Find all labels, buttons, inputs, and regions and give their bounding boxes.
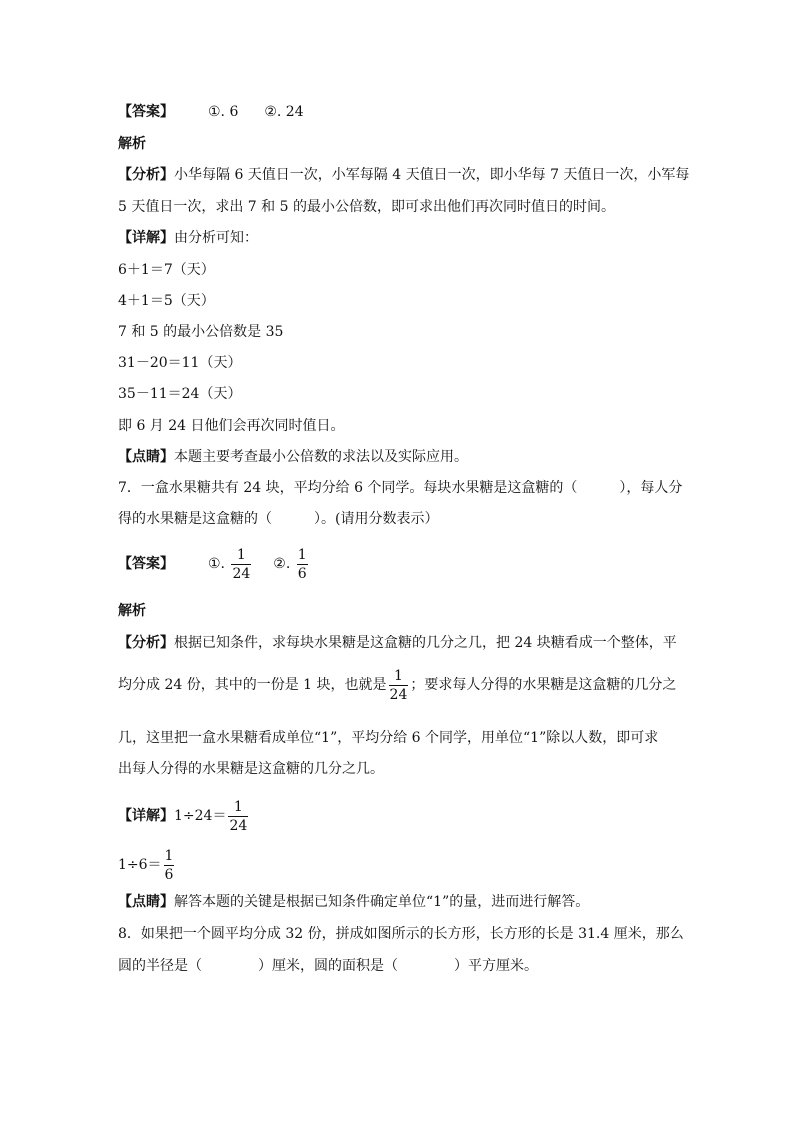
answer-tag: 【答案】 xyxy=(118,556,174,572)
dianjing-text: 本题主要考查最小公倍数的求法以及实际应用。 xyxy=(174,449,468,465)
q6-calc-4: 31－20＝11（天） xyxy=(118,355,242,371)
q7-xiangjie-line1 xyxy=(118,797,250,835)
fenxi-tag: 【分析】 xyxy=(118,167,174,183)
answer-tag: 【答案】 xyxy=(118,104,174,120)
fenxi-text: 小华每隔 6 天值日一次，小军每隔 4 天值日一次，即小华每 7 天值日一次，小军每 xyxy=(174,167,690,183)
xiangjie-text: 由分析可知： xyxy=(174,230,258,246)
answer-1-label: ①. xyxy=(208,556,226,572)
q6-fenxi-line1 xyxy=(118,165,689,185)
fraction-numerator: 1 xyxy=(236,546,246,563)
q7-fenxi-line4: 出每人分得的水果糖是这盒糖的几分之几。 xyxy=(118,761,384,777)
fraction-numerator: 1 xyxy=(393,667,403,684)
answer-1-fraction xyxy=(231,546,251,583)
fraction-denominator: 6 xyxy=(164,866,174,883)
xiangjie-expr: 1÷6＝ xyxy=(118,857,162,873)
q6-calc-1: 6＋1＝7（天） xyxy=(118,262,215,278)
q7-answer-line xyxy=(118,545,310,583)
fraction-denominator: 6 xyxy=(297,565,307,582)
q6-calc-2: 4＋1＝5（天） xyxy=(118,293,215,309)
q7-fenxi-line1 xyxy=(118,633,677,653)
xiangjie-expr: 1÷24＝ xyxy=(174,808,227,824)
q8-question-line1: 8．如果把一个圆平均分成 32 份，拼成如图所示的长方形，长方形的长是 31.4 厘米，那么 xyxy=(118,926,684,942)
q7-question-line1: 7．一盒水果糖共有 24 块，平均分给 6 个同学。每块水果糖是这盒糖的（ ），每人分 xyxy=(118,480,683,496)
answer-2: ②. 24 xyxy=(264,104,304,120)
dianjing-text: 解答本题的关键是根据已知条件确定单位“1”的量，进而进行解答。 xyxy=(174,894,590,910)
dianjing-tag: 【点睛】 xyxy=(118,449,174,465)
fenxi-tag: 【分析】 xyxy=(118,635,174,651)
q6-calc-5: 35－11＝24（天） xyxy=(118,386,242,402)
answer-2-label: ②. xyxy=(273,556,291,572)
q6-xiangjie-line xyxy=(118,228,258,248)
fenxi-text: ；要求每人分得的水果糖是这盒糖的几分之 xyxy=(410,677,677,693)
q6-dianjing-line xyxy=(118,447,468,467)
fraction xyxy=(164,847,175,884)
fraction-denominator: 24 xyxy=(232,565,251,582)
xiangjie-tag: 【详解】 xyxy=(118,808,174,824)
q7-fenxi-line3: 几，这里把一盒水果糖看成单位“1”，平均分给 6 个同学，用单位“1”除以人数，即可求 xyxy=(118,730,659,746)
xiangjie-tag: 【详解】 xyxy=(118,230,174,246)
fraction xyxy=(228,798,248,835)
fraction-denominator: 24 xyxy=(229,817,248,834)
q8-question-line2: 圆的半径是（ ）厘米，圆的面积是（ ）平方厘米。 xyxy=(118,958,538,974)
q6-calc-3: 7 和 5 的最小公倍数是 35 xyxy=(118,324,284,340)
fraction-numerator: 1 xyxy=(164,847,174,864)
q7-dianjing-line xyxy=(118,892,589,912)
fraction-numerator: 1 xyxy=(297,546,307,563)
fraction-denominator: 24 xyxy=(389,686,408,703)
q6-analysis-heading: 解析 xyxy=(118,136,146,152)
q7-fenxi-line2 xyxy=(118,666,676,704)
q6-conclusion: 即 6 月 24 日他们会再次同时值日。 xyxy=(118,418,345,434)
answer-2-fraction xyxy=(297,546,308,583)
fenxi-text: 均分成 24 份，其中的一份是 1 块，也就是 xyxy=(118,677,387,693)
fenxi-text: 根据已知条件，求每块水果糖是这盒糖的几分之几，把 24 块糖看成一个整体，平 xyxy=(174,635,677,651)
q7-analysis-heading: 解析 xyxy=(118,603,146,619)
q6-fenxi-line2: 5 天值日一次，求出 7 和 5 的最小公倍数，即可求出他们再次同时值日的时间。 xyxy=(118,199,615,215)
q7-question-line2: 得的水果糖是这盒糖的（ ）。(请用分数表示） xyxy=(118,511,439,527)
q6-answer-line xyxy=(118,102,304,122)
q7-xiangjie-line2 xyxy=(118,846,176,884)
dianjing-tag: 【点睛】 xyxy=(118,894,174,910)
fraction xyxy=(389,667,409,704)
answer-1: ①. 6 xyxy=(208,104,239,120)
fraction-numerator: 1 xyxy=(233,798,243,815)
